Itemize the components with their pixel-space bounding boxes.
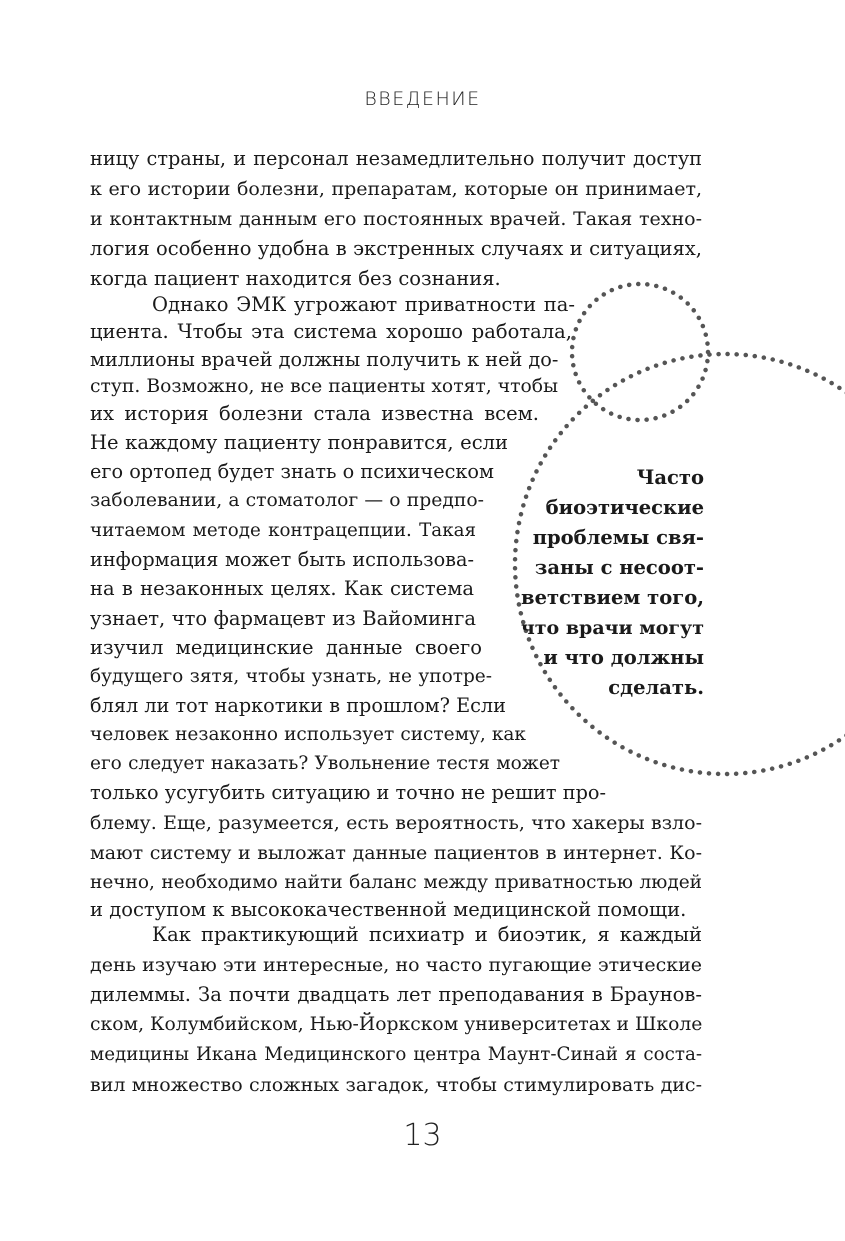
pull-quote-line: биоэтические [545, 496, 704, 519]
text-line: и доступом к высококачественной медицинской помощи. [90, 898, 687, 921]
text-line: Однако ЭМК угрожают приватности па- [152, 293, 575, 316]
small-dotted-circle [572, 284, 708, 420]
pull-quote-line: и что должны [543, 646, 704, 669]
text-line: к его истории болезни, препаратам, которые он принимает, [90, 178, 702, 200]
pull-quote-line: сделать. [608, 676, 704, 699]
text-line: и контактным данным его постоянных врачей. Такая техно- [90, 208, 702, 230]
text-line: вил множество сложных загадок, чтобы стимулировать дис- [90, 1074, 702, 1096]
text-line: читаемом методе контрацепции. Такая [90, 520, 476, 541]
text-line: день изучаю эти интересные, но часто пугающие этические [90, 954, 702, 976]
running-header: ВВЕДЕНИЕ [364, 88, 481, 110]
text-line: ницу страны, и персонал незамедлительно получит доступ [90, 147, 702, 170]
text-line: циента. Чтобы эта система хорошо работала, [90, 320, 572, 343]
text-line: их история болезни стала известна всем. [90, 402, 539, 425]
pull-quote-line: ветствием того, [521, 586, 704, 609]
pull-quote-line: что врачи могут [520, 617, 704, 639]
text-line: Как практикующий психиатр и биоэтик, я каждый [152, 923, 702, 946]
text-line: его следует наказать? Увольнение тестя может [90, 753, 560, 774]
text-line: узнает, что фармацевт из Вайоминга [90, 607, 476, 630]
text-line: информация может быть использова- [90, 548, 474, 571]
text-line: блему. Еще, разумеется, есть вероятность, что хакеры взло- [90, 812, 702, 834]
text-line: блял ли тот наркотики в прошлом? Если [90, 694, 506, 717]
text-line: логия особенно удобна в экстренных случаях и ситуациях, [90, 237, 702, 260]
text-line: его ортопед будет знать о психическом [90, 460, 494, 483]
text-line: только усугубить ситуацию и точно не решит про- [90, 781, 606, 804]
page-number: 13 [403, 1118, 442, 1153]
text-line: когда пациент находится без сознания. [90, 267, 501, 290]
pull-quote-line: заны с несоот- [534, 556, 704, 579]
pull-quote-line: проблемы свя- [532, 526, 704, 549]
text-line: медицины Икана Медицинского центра Маунт-Синай я соста- [90, 1044, 702, 1065]
text-line: нечно, необходимо найти баланс между приватностью людей [90, 872, 702, 893]
pull-quote-line: Часто [636, 466, 704, 489]
text-line: будущего зятя, чтобы узнать, не употре- [90, 666, 492, 687]
text-line: человек незаконно использует систему, как [90, 724, 526, 745]
text-line: изучил медицинские данные своего [90, 636, 482, 659]
text-line: дилеммы. За почти двадцать лет преподавания в Браунов- [90, 983, 702, 1006]
text-line: на в незаконных целях. Как система [90, 577, 474, 600]
text-line: ступ. Возможно, не все пациенты хотят, чтобы [90, 376, 558, 397]
text-line: миллионы врачей должны получить к ней до- [90, 348, 559, 371]
text-line: мают систему и выложат данные пациентов в интернет. Ко- [90, 842, 702, 864]
text-line: заболевании, а стоматолог — о предпо- [90, 490, 484, 511]
text-line: Не каждому пациенту понравится, если [90, 431, 508, 454]
text-line: ском, Колумбийском, Нью-Йоркском университетах и Школе [90, 1014, 703, 1035]
pull-quote [520, 463, 704, 703]
